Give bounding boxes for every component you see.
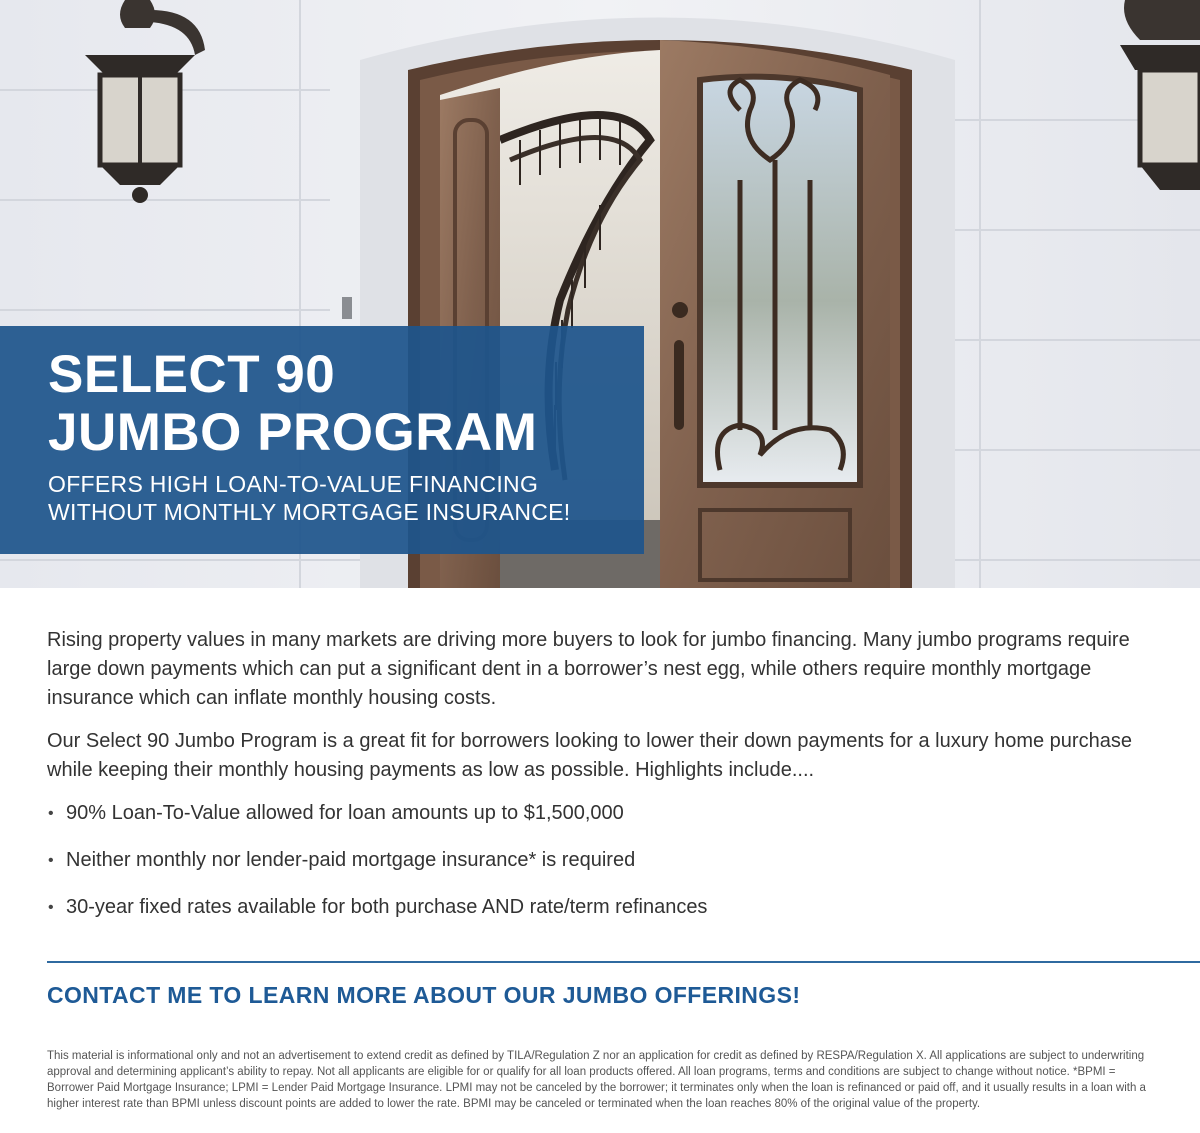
divider: [47, 961, 1200, 963]
body-copy: [47, 626, 1147, 940]
banner-title: [48, 346, 644, 462]
banner-subtitle: [48, 470, 644, 526]
list-item: • 30-year fixed rates available for both purchase AND rate/term refinances: [47, 893, 1147, 922]
banner-title-line1: SELECT 90: [48, 345, 336, 404]
program-paragraph: Our Select 90 Jumbo Program is a great fit for borrowers looking to lower their down payments for a luxury home purchase while keeping their monthly housing payments as low as possible. Highlights include....: [47, 730, 1132, 781]
contact-cta: CONTACT ME TO LEARN MORE ABOUT OUR JUMBO OFFERINGS!: [47, 982, 801, 1008]
legal-disclaimer: This material is informational only and not an advertisement to extend credit as defined by TILA/Regulation Z nor an application for credit as defined by RESPA/Regulation X. All applications are subject to underwriting approval and determining applicant’s ability to repay. Not all applicants are eligible for or qualify for all loan products offered. All loan programs, terms and conditions are subject to change without notice. *BPMI = Borrower Paid Mortgage Insurance; LPMI = Lender Paid Mortgage Insurance. LPMI may not be canceled by the borrower; it terminates only when the loan is refinanced or paid off, and it usually results in a loan with a higher interest rate than BPMI unless discount points are added to lower the rate. BPMI may be canceled or terminated when the loan reaches 80% of the original value of the property.: [47, 1050, 1146, 1110]
banner-subtitle-line1: OFFERS HIGH LOAN-TO-VALUE FINANCING: [48, 471, 539, 497]
highlights-list: [47, 799, 1147, 922]
list-item: • 90% Loan-To-Value allowed for loan amounts up to $1,500,000: [47, 799, 1147, 828]
banner-subtitle-line2: WITHOUT MONTHLY MORTGAGE INSURANCE!: [48, 499, 571, 525]
list-item: • Neither monthly nor lender-paid mortgage insurance* is required: [47, 846, 1147, 875]
banner-title-line2: JUMBO PROGRAM: [48, 403, 538, 462]
program-banner: [0, 326, 644, 554]
intro-paragraph: Rising property values in many markets are driving more buyers to look for jumbo financing. Many jumbo programs require large down payments which can put a significant dent in a borrower’s nest egg, while others require monthly mortgage insurance which can inflate monthly housing costs.: [47, 629, 1130, 709]
